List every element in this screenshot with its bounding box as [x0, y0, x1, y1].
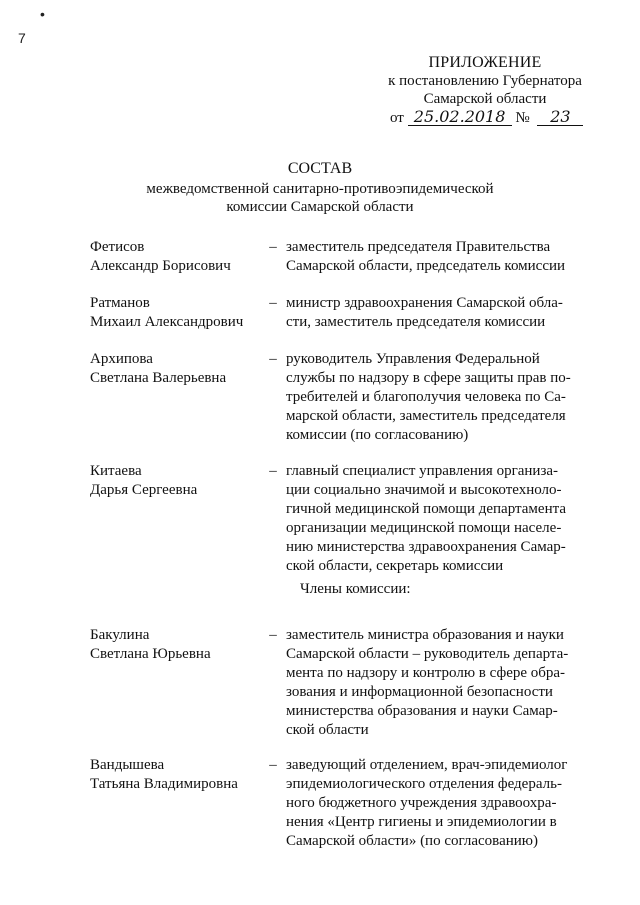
members-section-label: Члены комиссии: [300, 581, 411, 597]
heading-line-2: комиссии Самарской области [226, 199, 414, 215]
member-surname: Ратманов [90, 295, 150, 311]
member-role: заместитель министра образования и науки Самарской области – руководитель департа- мента по надзору и контролю в сфере обра- зования и информационной безопасности министерства образования и науки Самар- ской области [286, 627, 569, 738]
member-role: главный специалист управления организа- ции социально значимой и высокотехноло- гичной медицинской помощи департамента организации медицинской помощи населе- нию министерства здравоохранения Самар- ской области, секретарь комиссии [286, 463, 566, 574]
member-given-names: Александр Борисович [90, 258, 231, 274]
member-given-names: Михаил Александрович [90, 314, 244, 330]
appendix-date-line [380, 109, 590, 127]
scan-mark-seven: 7 [18, 30, 26, 46]
dash-separator: – [269, 757, 277, 773]
dash-separator: – [269, 463, 277, 479]
member-surname: Архипова [90, 351, 153, 367]
number-label: № [515, 110, 530, 126]
member-entry [90, 350, 590, 462]
document-heading [110, 160, 530, 216]
handwritten-number: 23 [537, 109, 583, 126]
heading-title: СОСТАВ [287, 160, 353, 177]
from-label: от [390, 110, 404, 126]
dash-separator: – [269, 351, 277, 367]
scan-mark-dot: • [40, 6, 45, 22]
appendix-line-2: Самарской области [423, 91, 547, 107]
member-name [90, 462, 260, 576]
members-list [90, 626, 590, 851]
dash-separator: – [269, 627, 277, 643]
member-role: заведующий отделением, врач-эпидемиолог эпидемиологического отделения федераль- ного бюджетного учреждения здравоохра- нения «Центр гигиены и эпидемиологии в Самарской области» (по согласованию) [286, 757, 568, 849]
member-role: министр здравоохранения Самарской обла- сти, заместитель председателя комиссии [286, 295, 563, 330]
member-entry [90, 294, 590, 350]
member-entry [90, 238, 590, 294]
handwritten-date: 25.02.2018 [408, 109, 512, 126]
member-name [90, 294, 260, 350]
member-given-names: Татьяна Владимировна [90, 776, 238, 792]
member-entry [90, 462, 590, 576]
member-entry [90, 626, 590, 756]
member-surname: Бакулина [90, 627, 150, 643]
member-name [90, 238, 260, 294]
appendix-block [380, 54, 590, 127]
dash-separator: – [269, 239, 277, 255]
member-entry [90, 756, 590, 851]
member-role: руководитель Управления Федеральной службы по надзору в сфере защиты прав по- требителей и благополучия человека по Са- марской области, заместитель председателя комиссии (по согласованию) [286, 351, 571, 443]
member-given-names: Светлана Юрьевна [90, 646, 211, 662]
leaders-list [90, 238, 590, 576]
appendix-line-1: к постановлению Губернатора [388, 73, 582, 89]
member-surname: Фетисов [90, 239, 145, 255]
dash-separator: – [269, 295, 277, 311]
member-role: заместитель председателя Правительства Самарской области, председатель комиссии [286, 239, 566, 274]
member-name [90, 350, 260, 462]
member-given-names: Дарья Сергеевна [90, 482, 198, 498]
member-surname: Вандышева [90, 757, 165, 773]
member-surname: Китаева [90, 463, 142, 479]
member-name [90, 626, 260, 756]
heading-line-1: межведомственной санитарно-противоэпидемической [146, 181, 494, 197]
appendix-title: ПРИЛОЖЕНИЕ [428, 54, 542, 71]
member-given-names: Светлана Валерьевна [90, 370, 227, 386]
member-name [90, 756, 260, 851]
